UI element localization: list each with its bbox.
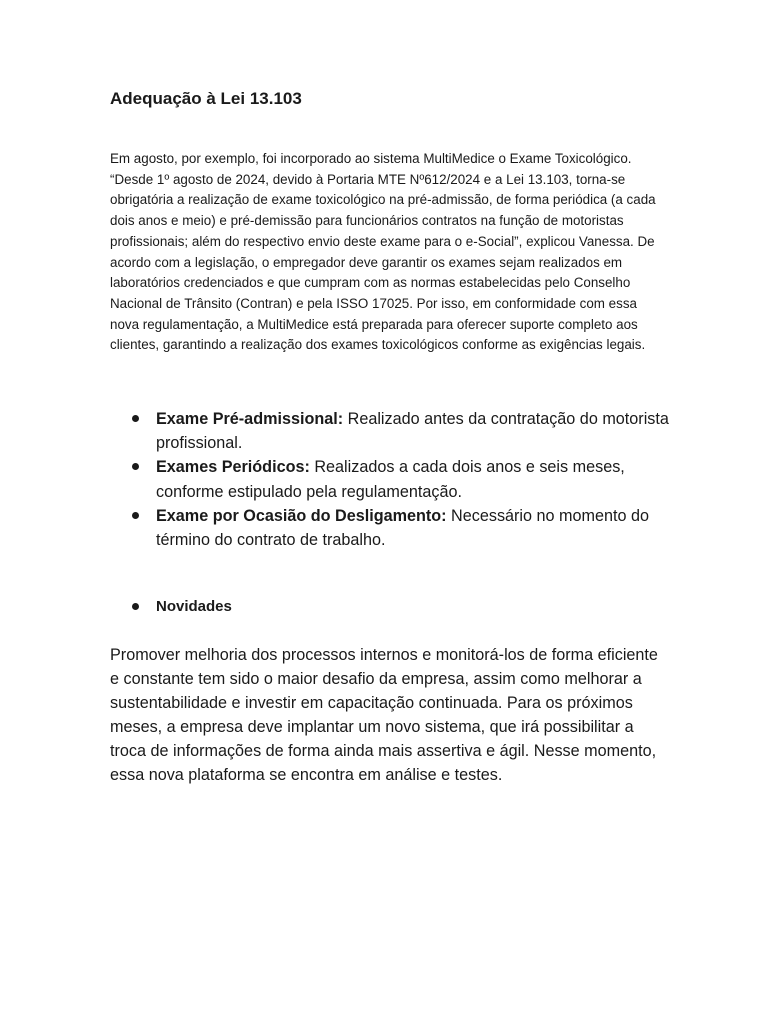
list-item xyxy=(110,407,670,455)
list-item-label: Exame Pré-admissional: xyxy=(156,410,344,428)
bullet-icon xyxy=(132,512,139,519)
list-item xyxy=(110,455,670,503)
intro-paragraph: Em agosto, por exemplo, foi incorporado ao sistema MultiMedice o Exame Toxicológico. “Desde 1º agosto de 2024, devido à Portaria MTE Nº612/2024 e a Lei 13.103, torna-se obrigatória a realização de exame toxicológico na pré-admissão, de forma periódica (a cada dois anos e meio) e pré-demissão para funcionários contratos na função de motoristas profissionais; além do respectivo envio deste exame para o e-Social”, explicou Vanessa. De acordo com a legislação, o empregador deve garantir os exames sejam realizados em laboratórios credenciados e que cumpram com as normas estabelecidas pelo Conselho Nacional de Trânsito (Contran) e pela ISSO 17025. Por isso, em conformidade com essa nova regulamentação, a MultiMedice está preparada para oferecer suporte completo aos clientes, garantindo a realização dos exames toxicológicos conforme as exigências legais. xyxy=(110,151,656,353)
bullet-icon xyxy=(132,415,139,422)
list-item-label: Exames Periódicos: xyxy=(156,458,310,477)
exam-list xyxy=(110,407,670,552)
list-item-text: Necessário no momento do término do contrato de trabalho. xyxy=(156,506,650,550)
bullet-icon xyxy=(132,603,139,610)
bullet-icon xyxy=(132,463,139,470)
news-list xyxy=(110,595,232,619)
news-heading-item xyxy=(110,595,232,619)
list-item-text: Realizado antes da contratação do motorista profissional. xyxy=(156,410,669,453)
closing-paragraph: Promover melhoria dos processos internos e monitorá-los de forma eficiente e constante tem sido o maior desafio da empresa, assim como melhorar a sustentabilidade e investir em capacitação continuada. Para os próximos meses, a empresa deve implantar um novo sistema, que irá possibilitar a troca de informações de forma ainda mais assertiva e ágil. Nesse momento, essa nova plataforma se encontra em análise e testes. xyxy=(110,646,658,784)
list-item xyxy=(110,504,670,552)
list-item-label: Exame por Ocasião do Desligamento: xyxy=(156,506,447,525)
page-title: Adequação à Lei 13.103 xyxy=(110,89,302,108)
news-heading: Novidades xyxy=(156,598,232,615)
list-item-text: Realizados a cada dois anos e seis meses, conforme estipulado pela regulamentação. xyxy=(156,458,625,501)
